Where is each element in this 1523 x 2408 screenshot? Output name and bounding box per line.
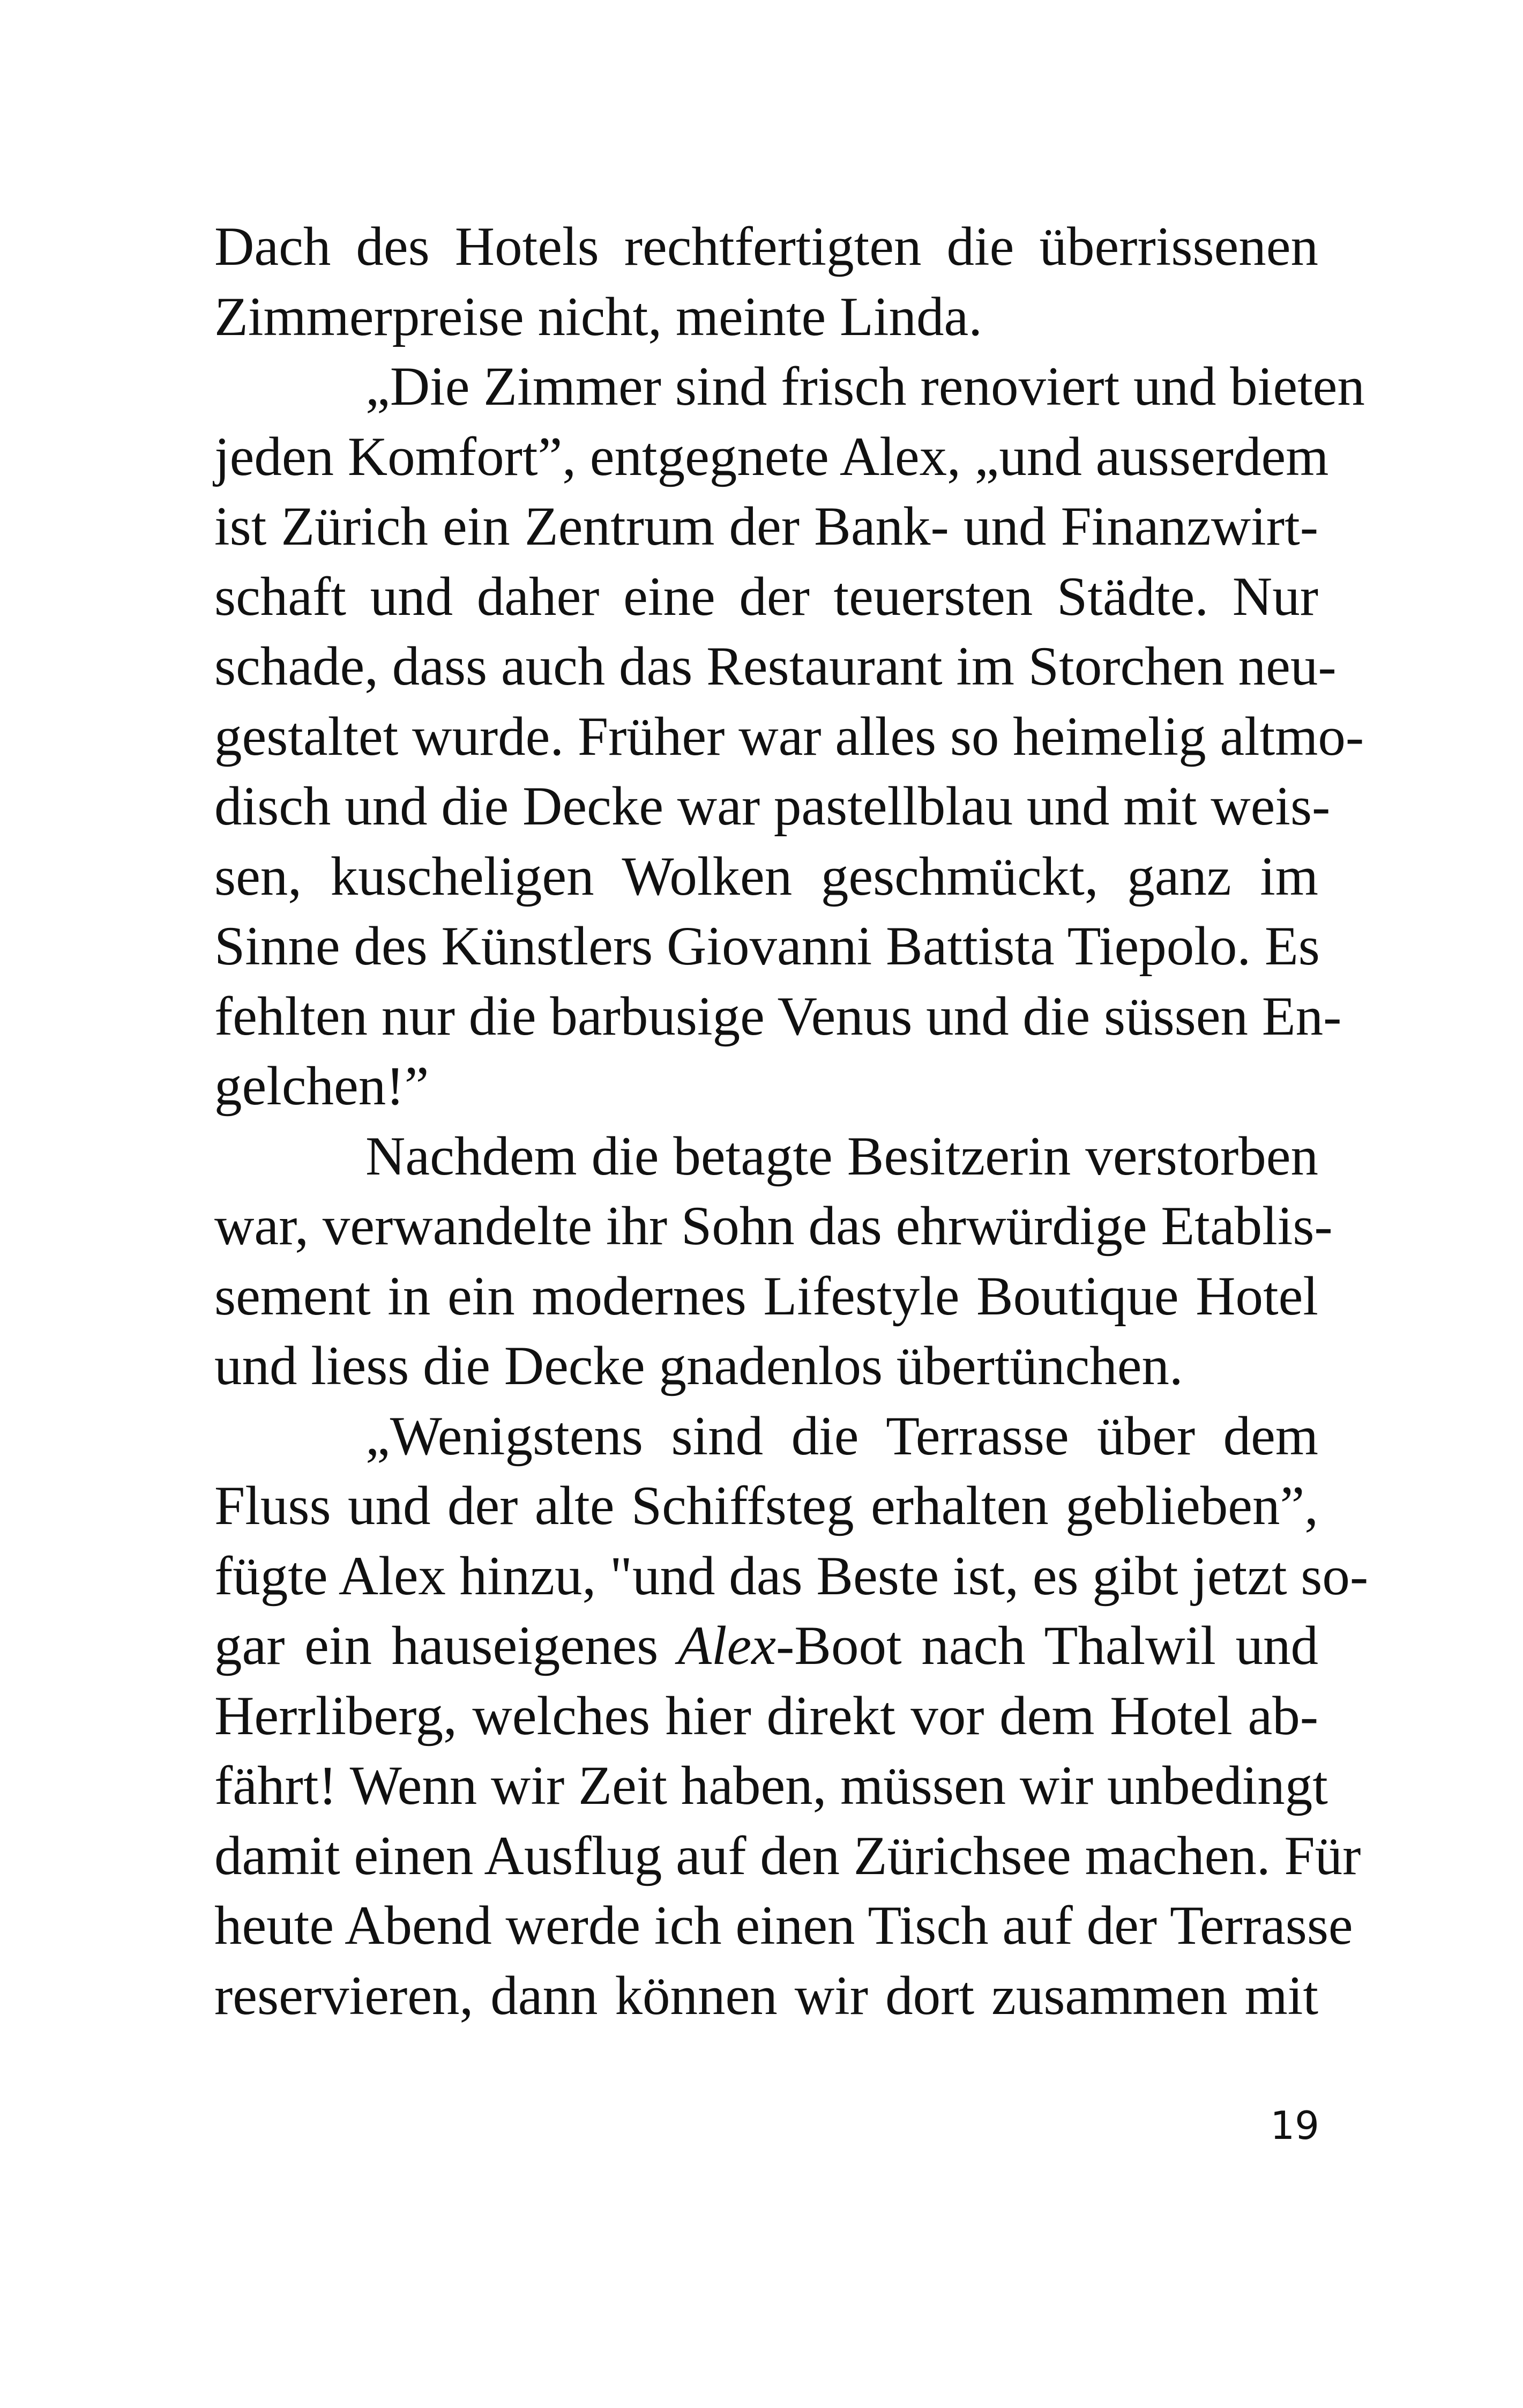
text-segment: gar ein hauseigenes: [214, 1615, 678, 1676]
text-line: sen, kuscheligen Wolken geschmückt, ganz im: [214, 845, 1318, 907]
text-line: und liess die Decke gnadenlos übertünchen.: [214, 1335, 1183, 1396]
text-line: Sinne des Künstlers Giovanni Battista Tiepolo. Es: [214, 916, 1320, 977]
text-line: fehlten nur die barbusige Venus und die süssen En-: [214, 985, 1342, 1047]
text-line: „Die Zimmer sind frisch renoviert und bieten: [365, 356, 1365, 417]
text-line: Dach des Hotels rechtfertigten die überrissenen: [214, 216, 1318, 277]
text-line: Herrliberg, welches hier direkt vor dem Hotel ab-: [214, 1685, 1318, 1746]
text-segment: -Boot nach Thalwil und: [775, 1615, 1318, 1676]
body-text: [214, 212, 1369, 2031]
text-line: Nachdem die betagte Besitzerin verstorben: [365, 1125, 1318, 1187]
text-line: fügte Alex hinzu, "und das Beste ist, es gibt jetzt so-: [214, 1545, 1369, 1607]
text-line: heute Abend werde ich einen Tisch auf der Terrasse: [214, 1895, 1353, 1956]
text-line: sement in ein modernes Lifestyle Boutique Hotel: [214, 1265, 1318, 1327]
text-line: jeden Komfort”, entgegnete Alex, „und ausserdem: [214, 426, 1329, 487]
text-line: reservieren, dann können wir dort zusammen mit: [214, 1965, 1318, 2026]
text-line: schaft und daher eine der teuersten Städte. Nur: [214, 566, 1318, 627]
text-line: Zimmerpreise nicht, meinte Linda.: [214, 286, 982, 347]
italic-word: Alex: [677, 1615, 776, 1676]
text-line: war, verwandelte ihr Sohn das ehrwürdige Etablis-: [214, 1195, 1333, 1257]
text-line: „Wenigstens sind die Terrasse über dem: [365, 1405, 1318, 1467]
text-line: ist Zürich ein Zentrum der Bank- und Finanzwirt-: [214, 496, 1318, 557]
page-number: 19: [1270, 2103, 1319, 2148]
text-line: schade, dass auch das Restaurant im Storchen neu-: [214, 636, 1337, 697]
text-line: fährt! Wenn wir Zeit haben, müssen wir unbedingt: [214, 1755, 1328, 1816]
text-line-with-italic: [214, 1611, 1318, 1681]
text-line: damit einen Ausflug auf den Zürichsee machen. Für: [214, 1825, 1361, 1886]
text-line: gestaltet wurde. Früher war alles so heimelig altmo-: [214, 705, 1364, 767]
text-line: Fluss und der alte Schiffsteg erhalten geblieben”,: [214, 1475, 1318, 1536]
text-line: disch und die Decke war pastellblau und mit weis-: [214, 776, 1331, 837]
text-line: gelchen!”: [214, 1056, 429, 1117]
